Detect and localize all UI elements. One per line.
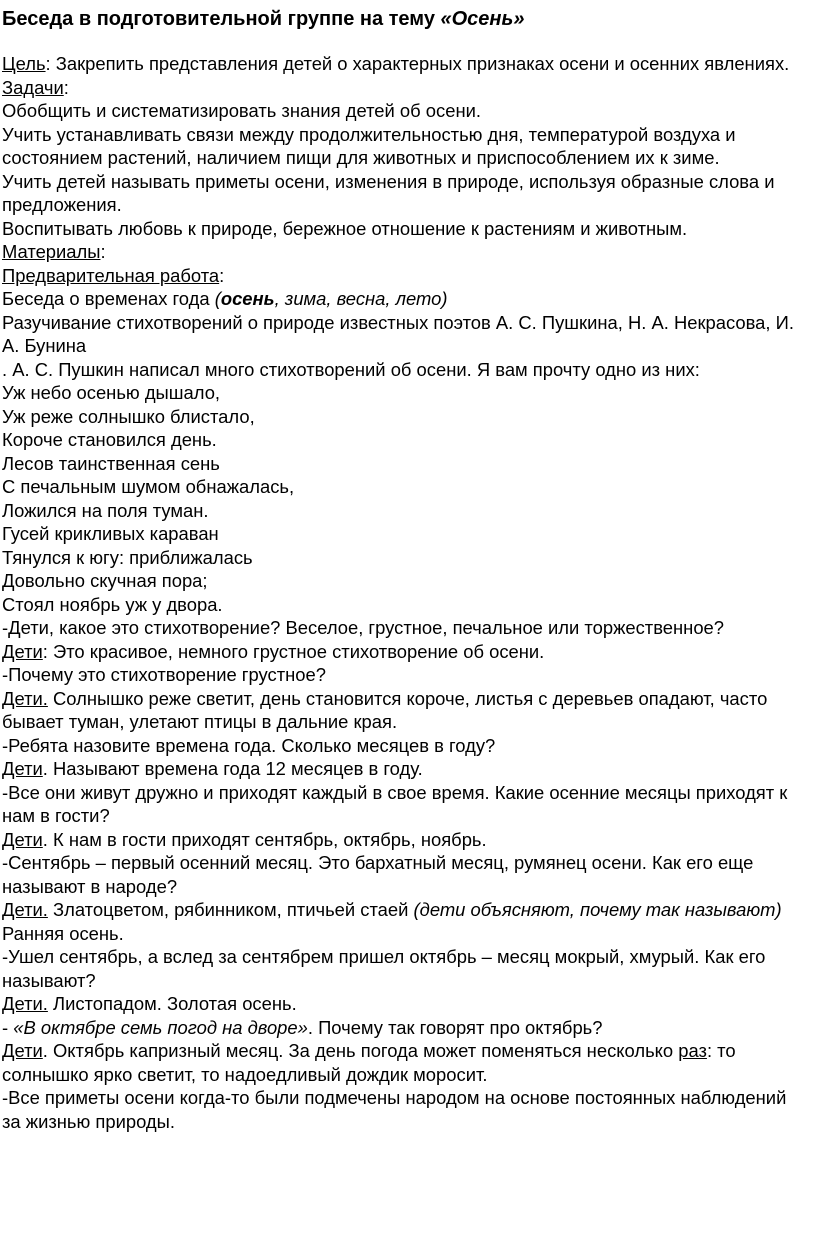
- text-run: . Называют времена года 12 месяцев в году.: [42, 758, 423, 779]
- underlined-label: Материалы: [2, 241, 101, 262]
- text-run: Учить детей называть приметы осени, изменения в природе, используя образные слова и предложения.: [2, 170, 775, 215]
- text-run: Довольно скучная пора;: [2, 570, 208, 591]
- text-run: Гусей крикливых караван: [2, 523, 219, 544]
- paragraph: [2, 593, 810, 617]
- document-title: [2, 6, 810, 32]
- paragraph: [2, 828, 810, 852]
- text-run: Солнышко реже светит, день становится короче, листья с деревьев опадают, часто бывает туман, улетают птицы в дальние края.: [2, 687, 768, 732]
- text-run: -Ребята назовите времена года. Сколько месяцев в году?: [2, 734, 496, 756]
- paragraph: [2, 1086, 810, 1133]
- text-run: Ранняя осень.: [2, 922, 124, 944]
- text-run: Уж небо осенью дышало,: [2, 382, 221, 403]
- paragraph: [2, 123, 810, 170]
- paragraph: [2, 311, 810, 358]
- underlined-label: Дети: [2, 828, 43, 850]
- underlined-label: Задачи: [2, 76, 64, 98]
- paragraph: [2, 640, 810, 664]
- paragraph: [2, 663, 810, 687]
- paragraph: [2, 757, 810, 781]
- paragraph: [2, 170, 810, 217]
- underlined-label: Дети.: [2, 687, 48, 709]
- paragraph: [2, 781, 810, 828]
- paragraph: [2, 240, 810, 264]
- underlined-label: Дети.: [2, 993, 48, 1014]
- paragraph: [2, 76, 810, 100]
- text-run: Обобщить и систематизировать знания детей об осени.: [2, 100, 481, 121]
- text-run: : то солнышко ярко светит, то надоедливый дождик моросит.: [2, 1040, 736, 1085]
- text-run: . А. С. Пушкин написал много стихотворений об осени. Я вам прочту одно из них:: [2, 358, 700, 380]
- paragraph: [2, 1039, 810, 1086]
- paragraph: [2, 52, 810, 76]
- text-run: -Дети, какое это стихотворение? Веселое, грустное, печальное или торжественное?: [2, 617, 725, 638]
- italic-text: (: [214, 288, 221, 309]
- italic-text: «В октябре семь погод на дворе»: [13, 1016, 308, 1038]
- text-run: Уж реже солнышко блистало,: [2, 405, 255, 427]
- underlined-label: Дети.: [2, 899, 48, 920]
- paragraph: [2, 734, 810, 758]
- paragraph: [2, 475, 810, 499]
- underlined-label: Дети: [2, 1040, 43, 1061]
- text-run: -Ушел сентябрь, а вслед за сентябрем пришел октябрь – месяц мокрый, хмурый. Как его называют?: [2, 946, 766, 991]
- paragraph: [2, 499, 810, 523]
- paragraph: [2, 287, 810, 311]
- italic-text: (дети объясняют, почему так называют): [413, 899, 782, 920]
- text-run: : Закрепить представления детей о характерных признаках осени и осенних явлениях.: [45, 53, 790, 74]
- underlined-label: Цель: [2, 53, 46, 74]
- text-run: Лесов таинственная сень: [2, 452, 220, 474]
- text-run: :: [63, 76, 69, 98]
- text-run: -Все приметы осени когда-то были подмечены народом на основе постоянных наблюдений за жизнью природы.: [2, 1087, 787, 1132]
- title-main: Беседа в подготовительной группе на тему: [2, 8, 441, 30]
- text-run: . Почему так говорят про октябрь?: [307, 1016, 603, 1038]
- text-run: . Октябрь капризный месяц. За день погода может поменяться несколько: [42, 1040, 679, 1061]
- text-run: -Все они живут дружно и приходят каждый в свое время. Какие осенние месяцы приходят к нам в гости?: [2, 781, 788, 826]
- text-run: Листопадом. Золотая осень.: [47, 993, 297, 1014]
- text-run: С печальным шумом обнажалась,: [2, 476, 295, 497]
- title-topic: «Осень»: [440, 8, 525, 30]
- text-run: Тянулся к югу: приближалась: [2, 546, 253, 568]
- italic-text: , зима, весна, лето): [274, 288, 448, 309]
- text-run: Учить устанавливать связи между продолжительностью дня, температурой воздуха и состоянием растений, наличием пищи для животных и приспособлением их к зиме.: [2, 123, 736, 168]
- paragraph: [2, 687, 810, 734]
- text-run: . К нам в гости приходят сентябрь, октябрь, ноябрь.: [42, 828, 487, 850]
- text-run: -: [2, 1016, 14, 1038]
- underlined-label: раз: [678, 1040, 707, 1061]
- paragraph: [2, 945, 810, 992]
- text-run: : Это красивое, немного грустное стихотворение об осени.: [42, 640, 545, 662]
- underlined-label: Дети: [2, 640, 43, 662]
- text-run: Ложился на поля туман.: [2, 499, 209, 521]
- paragraph: [2, 992, 810, 1016]
- text-run: :: [219, 264, 225, 286]
- paragraph: [2, 546, 810, 570]
- paragraph: [2, 851, 810, 898]
- text-run: Воспитывать любовь к природе, бережное отношение к растениям и животным.: [2, 217, 688, 239]
- text-run: Златоцветом, рябинником, птичьей стаей: [47, 899, 414, 920]
- paragraph: [2, 217, 810, 241]
- text-run: Беседа о временах года: [2, 288, 215, 309]
- document-body: [2, 52, 810, 1133]
- text-run: Разучивание стихотворений о природе известных поэтов А. С. Пушкина, Н. А. Некрасова, И. А. Бунина: [2, 311, 794, 356]
- paragraph: [2, 569, 810, 593]
- text-run: Стоял ноябрь уж у двора.: [2, 593, 223, 615]
- paragraph: [2, 616, 810, 640]
- paragraph: [2, 452, 810, 476]
- paragraph: [2, 99, 810, 123]
- underlined-label: Предварительная работа: [2, 264, 220, 286]
- paragraph: [2, 405, 810, 429]
- paragraph: [2, 1016, 810, 1040]
- paragraph: [2, 358, 810, 382]
- text-run: :: [100, 241, 106, 262]
- paragraph: [2, 898, 810, 945]
- underlined-label: Дети: [2, 758, 43, 779]
- text-run: -Сентябрь – первый осенний месяц. Это бархатный месяц, румянец осени. Как его еще называют в народе?: [2, 852, 754, 897]
- paragraph: [2, 428, 810, 452]
- text-run: Короче становился день.: [2, 429, 217, 450]
- text-run: -Почему это стихотворение грустное?: [2, 664, 326, 685]
- paragraph: [2, 522, 810, 546]
- italic-text: осень: [220, 288, 275, 309]
- paragraph: [2, 381, 810, 405]
- paragraph: [2, 264, 810, 288]
